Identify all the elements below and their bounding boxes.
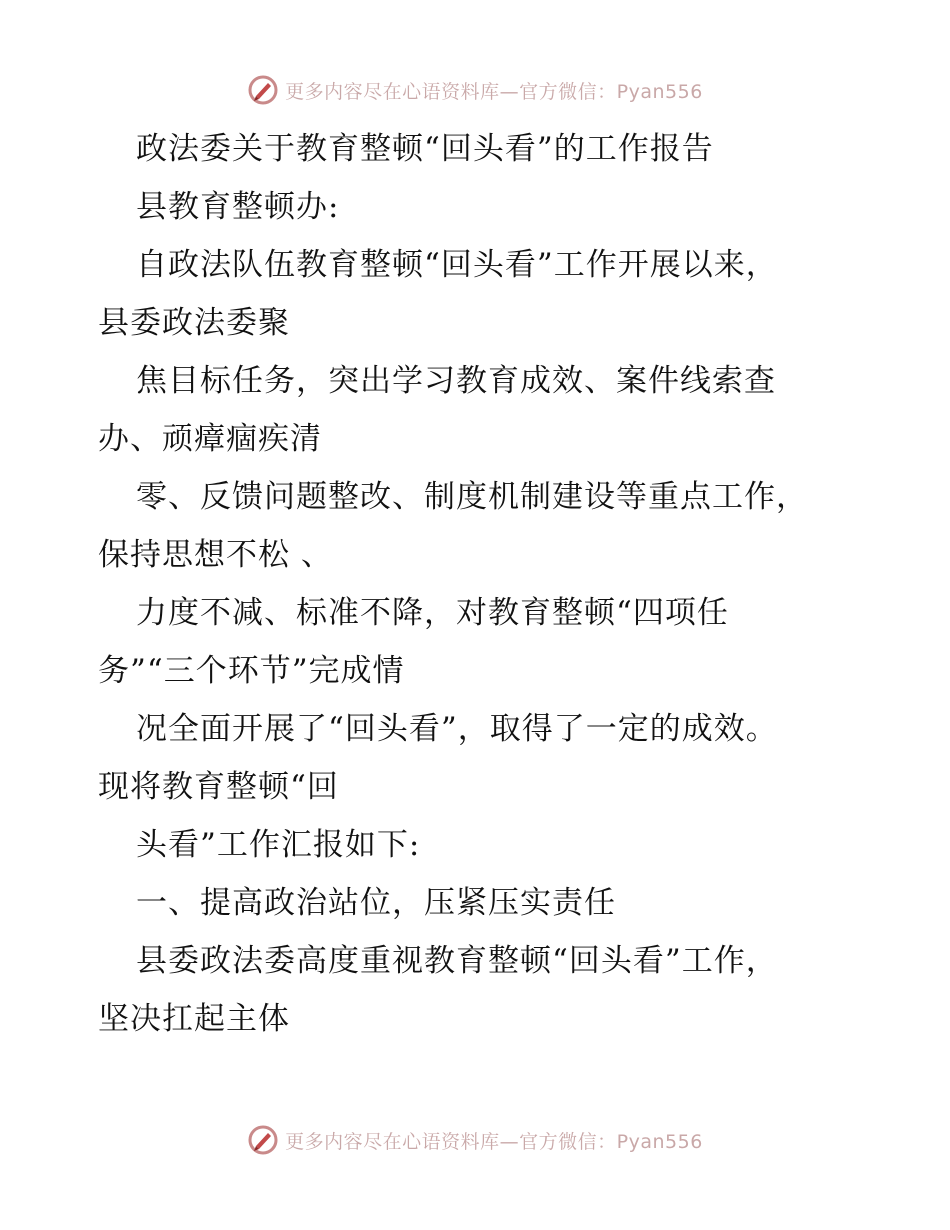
text-line: 保持思想不松 、 — [98, 537, 333, 573]
document-body — [98, 120, 838, 1048]
text-line: 县委政法委聚 — [98, 305, 290, 341]
text-line: 务”“三个环节”完成情 — [98, 653, 405, 689]
header-banner — [0, 70, 950, 110]
text-line: 办、顽瘴痼疾清 — [98, 421, 322, 457]
pen-seal-icon — [247, 74, 279, 106]
text-line: 自政法队伍教育整顿“回头看”工作开展以来， — [136, 247, 778, 283]
banner-text: 更多内容尽在心语资料库—官方微信：Pyan556 — [285, 80, 703, 103]
text-line: 焦目标任务，突出学习教育成效、案件线索查 — [136, 363, 776, 399]
text-line: 县教育整顿办: — [136, 189, 340, 225]
text-line: 头看”工作汇报如下: — [136, 827, 421, 863]
pen-seal-icon — [247, 1124, 279, 1156]
section-heading: 一、提高政治站位，压紧压实责任 — [136, 885, 616, 921]
document-title: 政法委关于教育整顿“回头看”的工作报告 — [136, 131, 714, 167]
text-line: 况全面开展了“回头看”，取得了一定的成效。 — [136, 711, 778, 747]
text-line: 坚决扛起主体 — [98, 1001, 290, 1037]
text-line: 县委政法委高度重视教育整顿“回头看”工作， — [136, 943, 778, 979]
text-line: 力度不减、标准不降，对教育整顿“四项任 — [136, 595, 729, 631]
text-line: 零、反馈问题整改、制度机制建设等重点工作， — [136, 479, 808, 515]
footer-banner — [0, 1120, 950, 1160]
banner-text: 更多内容尽在心语资料库—官方微信：Pyan556 — [285, 1130, 703, 1153]
text-line: 现将教育整顿“回 — [98, 769, 339, 805]
